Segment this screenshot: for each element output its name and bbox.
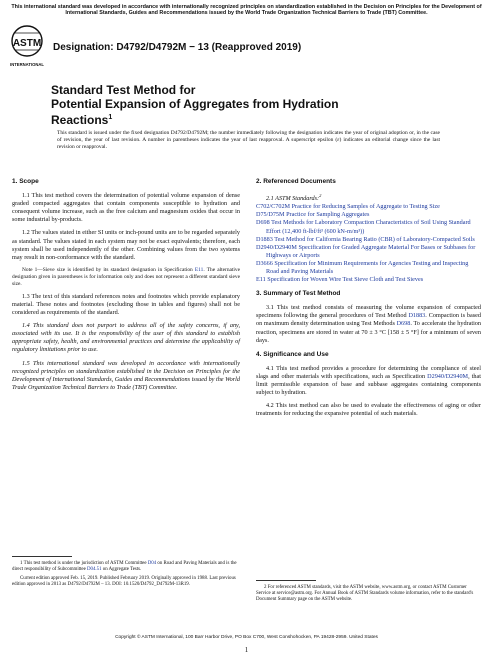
footnote-2	[256, 580, 481, 606]
title-line-1: Standard Test Method for	[51, 83, 196, 97]
d2940-link[interactable]: D2940/D2940M	[427, 372, 469, 380]
ref-code-link[interactable]: D2940/D2940M	[256, 243, 297, 251]
logo-text: INTERNATIONAL	[10, 62, 44, 67]
para-1-1: 1.1 This test method covers the determination of potential volume expansion of dense graded compacted aggregates that contain components susceptible to hydration and consequent volume increase, such as the free calcium and magnesium oxides that occur in some industrial by-products.	[12, 192, 240, 224]
footnote-2-text: 2 For referenced ASTM standards, visit the ASTM website, www.astm.org, or contact ASTM Customer Service at service@astm.org. For Annual Book of ASTM Standards volume information, refer to the standard's Document Summary page on the ASTM website.	[256, 585, 474, 602]
scope-heading: 1. Scope	[12, 178, 39, 185]
designation: Designation: D4792/D4792M − 13 (Reapproved 2019)	[53, 42, 302, 53]
para-1-3: 1.3 The text of this standard references notes and footnotes which provide explanatory material. These notes and footnotes (excluding those in tables and figures) shall not be considered as requirements of the standard.	[12, 292, 240, 317]
ref-code-link[interactable]: D1883	[256, 235, 273, 243]
note-1: Note 1—Sieve size is identified by its standard designation in Specification E11. The alternative designation given in parentheses is for information only and does not represent a different standard sieve size.	[12, 266, 241, 287]
title-line-2: Potential Expansion of Aggregates from Hydration	[51, 96, 339, 111]
d698-link[interactable]: D698	[396, 320, 411, 328]
ref-item: C702/C702M Practice for Reducing Samples of Aggregate to Testing Size	[256, 203, 440, 211]
document-title	[51, 84, 431, 128]
footnote-rule	[12, 556, 72, 557]
intro-paragraph: This standard is issued under the fixed designation D4792/D4792M; the number immediately following the designation indicates the year of original adoption or, in the case of revision, the year of last revision. A number in parentheses indicates the year of last reapproval. A superscript epsilon (ε) indicates an editorial change since the last revision or reapproval.	[57, 130, 440, 150]
reference-list	[256, 203, 481, 284]
ref-code-link[interactable]: D75/D75M	[256, 211, 285, 219]
ref-item: D1883 Test Method for California Bearing Ratio (CBR) of Laboratory-Compacted Soils	[256, 235, 475, 243]
ref-code-link[interactable]: D3666	[256, 259, 273, 267]
title-line-3: Reactions$^1$	[51, 113, 113, 127]
summary-heading: 3. Summary of Test Method	[256, 290, 341, 298]
astm-logo	[9, 24, 45, 70]
para-4-2: 4.2 This test method can also be used to evaluate the effectiveness of aging or other treatments for reducing the expansive potential of such materials.	[256, 402, 481, 418]
references-heading: 2. Referenced Documents	[256, 178, 336, 185]
footnote-1-text: 1 This test method is under the jurisdiction of ASTM Committee D04 on Road and Paving Materials and is the direct responsibility of Subcommittee D04.51 on Aggregate Tests.	[12, 561, 237, 572]
ref-code-link[interactable]: E11	[256, 276, 266, 284]
page-number: 1	[244, 646, 249, 654]
ref-item: D3666 Specification for Minimum Requirements for Agencies Testing and Inspecting Road and Paving Materials	[256, 259, 469, 275]
para-1-4: 1.4 This standard does not purport to address all of the safety concerns, if any, associated with its use. It is the responsibility of the user of this standard to establish appropriate safety, health, and environmental practices and determine the applicability of regulatory limitations prior to use.	[12, 322, 240, 354]
left-column	[12, 178, 240, 397]
standard-notice: This international standard was developed in accordance with internationally recognized principles on standardization established in the Decision on Principles for the Development of International Standards, Guides and Recommendations issued by the World Trade Organization Technical Barriers to Trade (TBT) Committee.	[11, 4, 482, 17]
astm-standards-label: 2.1 ASTM Standards:$^2$	[266, 193, 322, 203]
para-3-1: 3.1 This test method consists of measuring the volume expansion of compacted specimens following the general procedures of Test Method D1883. Compaction is based on maximum density determination using Test Methods D698. To accelerate the hydration reaction, specimens are stored in water at 70 ± 3 °C [158 ± 5 °F] for a minimum of seven days.	[256, 304, 481, 344]
footnote-1-edition: Current edition approved Feb. 15, 2019. Published February 2019. Originally approved in 1988. Last previous edition approved in 2013 as D4792/D4792M – 13. DOI: 10.1520/D4792_D4792M-13R19.	[12, 576, 236, 587]
ref-item: E11 Specification for Woven Wire Test Sieve Cloth and Test Sieves	[256, 276, 424, 284]
para-1-2: 1.2 The values stated in either SI units or inch-pound units are to be regarded separately as standard. The values stated in each system may not be exact equivalents; therefore, each system shall be used independently of the other. Combining values from the two systems may result in non-conformance with the standard.	[12, 229, 240, 261]
para-4-1: 4.1 This test method provides a procedure for determining the compliance of steel slags and other materials with specifications, such as Specification D2940/D2940M, that limit permissible expansion of base and subbase aggregates containing components subject to hydration.	[256, 364, 481, 397]
footnote-rule	[256, 580, 316, 581]
footnote-1	[12, 556, 240, 591]
d04-link[interactable]: D04	[147, 561, 157, 566]
para-1-5: 1.5 This international standard was developed in accordance with internationally recognized principles on standardization established in the Decision on Principles for the Development of International Standards, Guides and Recommendations issued by the World Trade Organization Technical Barriers to Trade (TBT) Committee.	[12, 359, 240, 391]
ref-code-link[interactable]: C702/C702M	[256, 203, 291, 211]
d1883-link[interactable]: D1883	[408, 312, 426, 320]
ref-item: D75/D75M Practice for Sampling Aggregates	[256, 211, 370, 219]
ref-code-link[interactable]: D698	[256, 219, 270, 227]
svg-text:ASTM: ASTM	[12, 38, 42, 49]
e11-link[interactable]: E11	[194, 266, 204, 273]
right-column	[256, 178, 481, 423]
d0451-link[interactable]: D04.51	[86, 567, 102, 572]
ref-item: D698 Test Methods for Laboratory Compaction Characteristics of Soil Using Standard Effort (12,400 ft-lbf/ft³ (600 kN-m/m³))	[256, 219, 471, 235]
significance-heading: 4. Significance and Use	[256, 350, 329, 358]
ref-item: D2940/D2940M Specification for Graded Aggregate Material For Bases or Subbases for Highways or Airports	[256, 243, 476, 259]
copyright-footer: Copyright © ASTM International, 100 Barr Harbor Drive, PO Box C700, West Conshohocken, PA 19428-2959. United States	[115, 635, 378, 640]
